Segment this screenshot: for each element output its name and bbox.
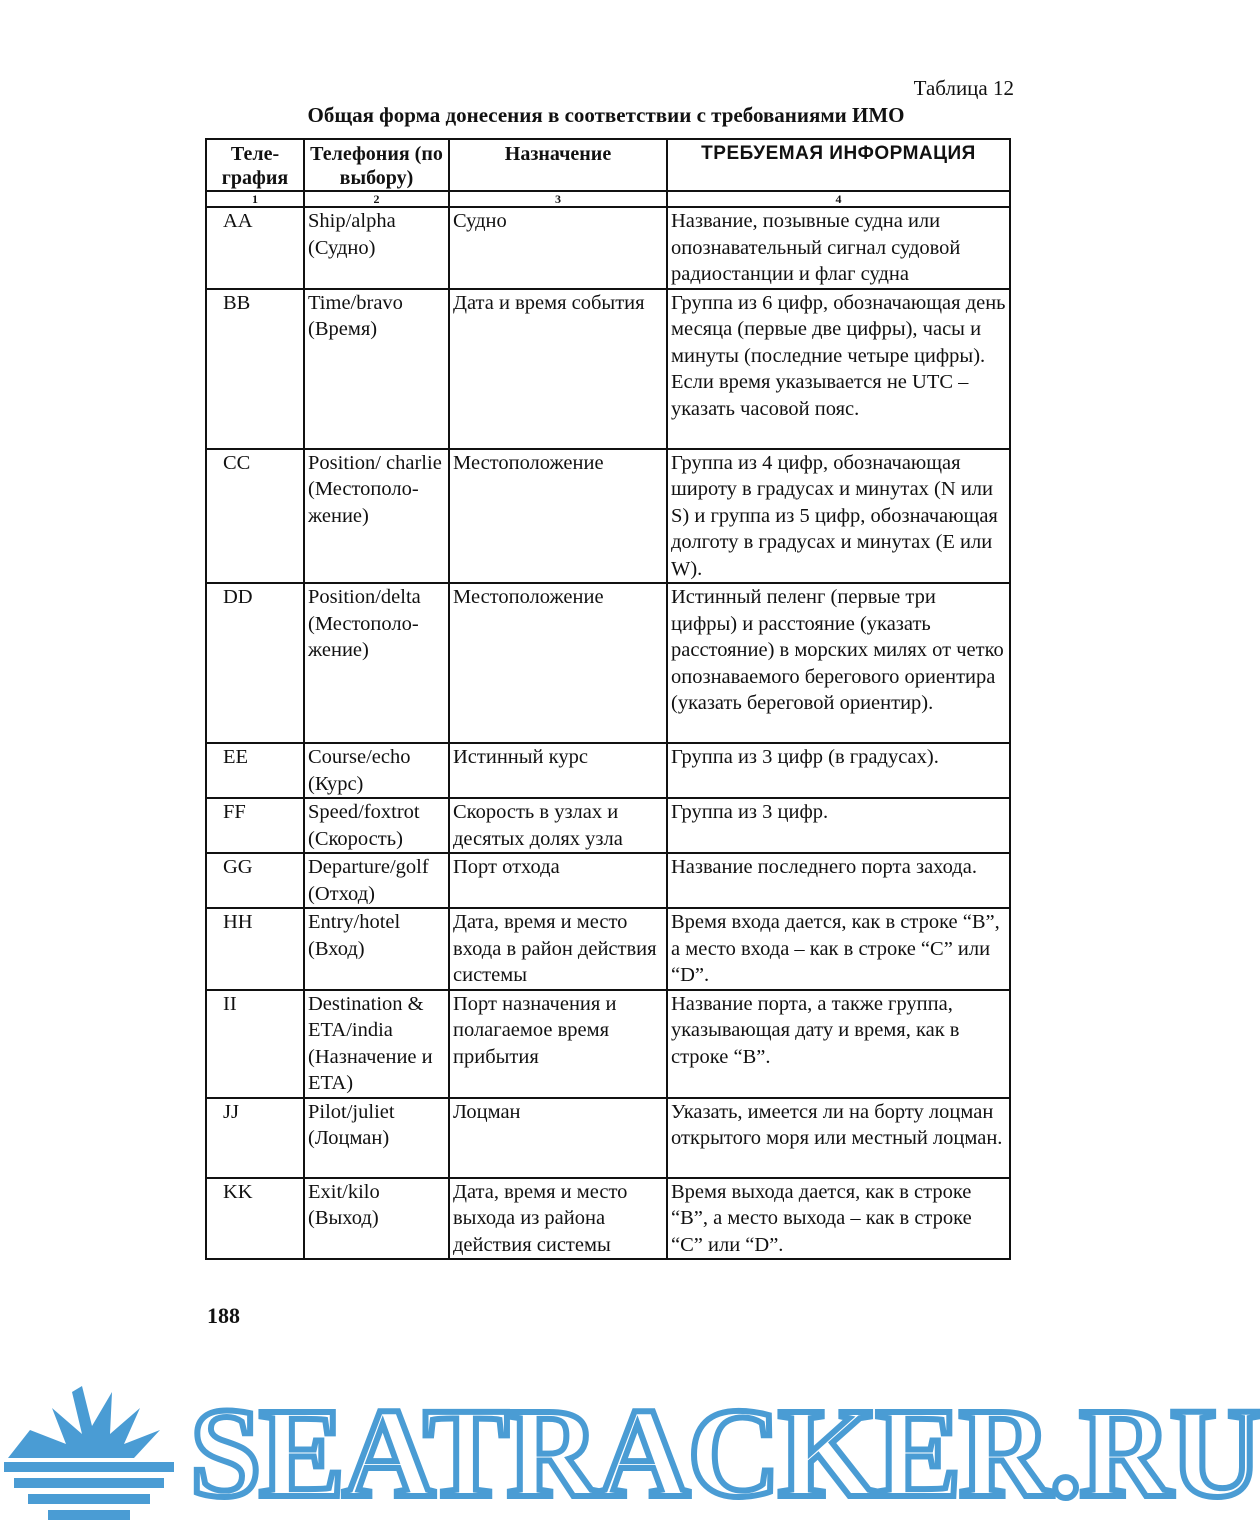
telephony-code: Departure/golf (Отход) (304, 853, 449, 908)
telegraphy-code: DD (206, 583, 304, 743)
required-info-cell: Название последнего порта захода. (667, 853, 1010, 908)
purpose-cell: Лоцман (449, 1098, 667, 1178)
table-title: Общая форма донесения в соответствии с требованиями ИМО (307, 103, 905, 127)
purpose-cell: Дата, время и место входа в район действия системы (449, 908, 667, 990)
required-info-cell: Время входа дается, как в строке “B”, а место входа – как в строке “C” или “D”. (667, 908, 1010, 990)
watermark-text: SEATRACKER.RU (190, 1382, 1260, 1524)
purpose-cell: Истинный курс (449, 743, 667, 798)
table-number: Таблица 12 (913, 76, 1014, 100)
telegraphy-code: CC (206, 449, 304, 584)
telephony-code: Course/echo (Курс) (304, 743, 449, 798)
telegraphy-code: GG (206, 853, 304, 908)
purpose-cell: Порт назначения и полагаемое время прибытия (449, 990, 667, 1098)
table-row (206, 743, 1010, 798)
purpose-cell: Порт отхода (449, 853, 667, 908)
telephony-code: Entry/hotel (Вход) (304, 908, 449, 990)
header-telephony: Телефония (по выбору) (304, 139, 449, 191)
table-row (206, 908, 1010, 990)
required-info-cell: Группа из 3 цифр. (667, 798, 1010, 853)
required-info-cell: Истинный пеленг (первые три цифры) и расстояние (указать расстояние) в морских милях от четко опознаваемого берегового ориентира (указать береговой ориентир). (667, 583, 1010, 743)
telegraphy-code: EE (206, 743, 304, 798)
table-row (206, 853, 1010, 908)
telegraphy-code: II (206, 990, 304, 1098)
required-info-cell: Название, позывные судна или опознавательный сигнал судовой радиостанции и флаг судна (667, 207, 1010, 289)
sun-logo-icon (4, 1386, 174, 1520)
header-required-info: ТРЕБУЕМАЯ ИНФОРМАЦИЯ (667, 139, 1010, 191)
telephony-code: Pilot/juliet (Лоцман) (304, 1098, 449, 1178)
purpose-cell: Дата и время события (449, 289, 667, 449)
required-info-cell: Время выхода дается, как в строке “B”, а место выхода – как в строке “C” или “D”. (667, 1178, 1010, 1260)
telegraphy-code: AA (206, 207, 304, 289)
header-telegraphy: Теле-графия (206, 139, 304, 191)
column-number: 3 (449, 191, 667, 207)
table-row (206, 1178, 1010, 1260)
table-row (206, 583, 1010, 743)
header-row (206, 139, 1010, 191)
purpose-cell: Местоположение (449, 449, 667, 584)
column-number: 1 (206, 191, 304, 207)
purpose-cell: Судно (449, 207, 667, 289)
column-number-row (206, 191, 1010, 207)
page-number: 188 (207, 1303, 240, 1328)
purpose-cell: Скорость в узлах и десятых долях узла (449, 798, 667, 853)
report-table (205, 138, 1011, 1260)
required-info-cell: Указать, имеется ли на борту лоцман открытого моря или местный лоцман. (667, 1098, 1010, 1178)
column-number: 2 (304, 191, 449, 207)
telephony-code: Ship/alpha (Судно) (304, 207, 449, 289)
telephony-code: Position/delta (Местополо-жение) (304, 583, 449, 743)
telegraphy-code: FF (206, 798, 304, 853)
table-row (206, 1098, 1010, 1178)
telegraphy-code: KK (206, 1178, 304, 1260)
table-row (206, 798, 1010, 853)
telephony-code: Position/ charlie (Местополо-жение) (304, 449, 449, 584)
required-info-cell: Группа из 4 цифр, обозначающая широту в градусах и минутах (N или S) и группа из 5 цифр, обозначающая долготу в градусах и минутах (E или W). (667, 449, 1010, 584)
telegraphy-code: HH (206, 908, 304, 990)
table-row (206, 990, 1010, 1098)
purpose-cell: Местоположение (449, 583, 667, 743)
column-number: 4 (667, 191, 1010, 207)
telephony-code: Speed/foxtrot (Скорость) (304, 798, 449, 853)
table-row (206, 449, 1010, 584)
table-row (206, 289, 1010, 449)
table-row (206, 207, 1010, 289)
purpose-cell: Дата, время и место выхода из района действия системы (449, 1178, 667, 1260)
telephony-code: Time/bravo (Время) (304, 289, 449, 449)
telegraphy-code: JJ (206, 1098, 304, 1178)
required-info-cell: Название порта, а также группа, указывающая дату и время, как в строке “B”. (667, 990, 1010, 1098)
telephony-code: Exit/kilo (Выход) (304, 1178, 449, 1260)
required-info-cell: Группа из 3 цифр (в градусах). (667, 743, 1010, 798)
telephony-code: Destination & ETA/india (Назначение и ETA) (304, 990, 449, 1098)
required-info-cell: Группа из 6 цифр, обозначающая день месяца (первые две цифры), часы и минуты (последние четыре цифры). Если время указывается не UTC – указать часовой пояс. (667, 289, 1010, 449)
header-purpose: Назначение (449, 139, 667, 191)
telegraphy-code: BB (206, 289, 304, 449)
